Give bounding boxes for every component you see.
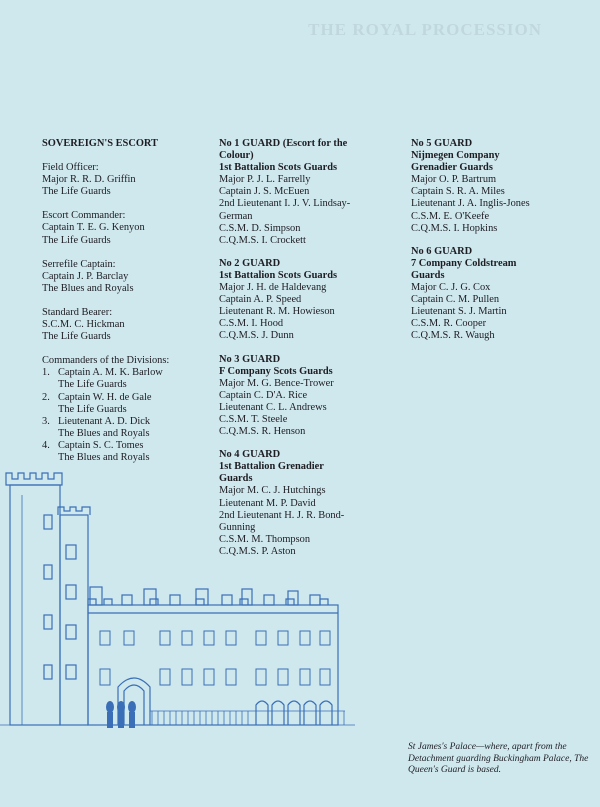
- guard-heading: No 4 GUARD: [219, 449, 281, 461]
- guard-heading: 1st Battalion Scots Guards: [219, 162, 338, 174]
- officer-name: Lieutenant C. L. Andrews: [219, 401, 327, 413]
- officer-name: Lieutenant J. A. Inglis-Jones: [411, 198, 530, 210]
- officer-name: C.S.M. I. Hood: [219, 318, 284, 330]
- officer-name: Captain S. R. A. Miles: [411, 186, 505, 198]
- officer-name: Captain C. M. Pullen: [411, 294, 500, 306]
- column-sovereigns-escort: [42, 138, 212, 464]
- officer-name: Captain W. H. de Gale: [58, 391, 152, 403]
- list-number: 1.: [42, 367, 50, 379]
- officer-name: Captain T. E. G. Kenyon: [42, 222, 145, 234]
- guard-heading: 7 Company Coldstream: [411, 257, 517, 269]
- officer-name: C.Q.M.S. R. Henson: [219, 426, 306, 438]
- officer-name: C.S.M. D. Simpson: [219, 222, 301, 234]
- officer-name: Major M. G. Bence-Trower: [219, 377, 334, 389]
- guard-block: [219, 138, 397, 247]
- officer-name: C.Q.M.S. I. Hopkins: [411, 222, 498, 234]
- officer-name: Major R. R. D. Griffin: [42, 174, 136, 186]
- officer-name: Lieutenant A. D. Dick: [58, 415, 151, 427]
- regiment: The Blues and Royals: [58, 451, 150, 463]
- column-guards-5-6: [411, 138, 591, 354]
- group-label: Standard Bearer:: [42, 306, 113, 318]
- officer-name: Major O. P. Bartrum: [411, 174, 497, 186]
- guard-heading: Nijmegen Company: [411, 150, 500, 162]
- escort-group: [42, 259, 212, 295]
- ghost-header-bleedthrough: THE ROYAL PROCESSION: [308, 20, 542, 39]
- officer-name: C.S.M. E. O'Keefe: [411, 210, 490, 222]
- officer-name: C.Q.M.S. R. Waugh: [411, 330, 495, 342]
- st-james-palace-illustration: [0, 455, 360, 745]
- section-title: SOVEREIGN'S ESCORT: [42, 138, 158, 149]
- guard-heading: Guards: [411, 269, 445, 281]
- officer-name: Lieutenant R. M. Howieson: [219, 306, 335, 318]
- regiment: The Life Guards: [58, 379, 127, 391]
- officer-name: Gunning: [219, 521, 256, 533]
- guard-heading: 1st Battalion Grenadier: [219, 461, 324, 473]
- regiment: The Life Guards: [42, 234, 111, 246]
- officer-name: Lieutenant S. J. Martin: [411, 306, 507, 318]
- guard-block: [411, 138, 591, 235]
- escort-group: [42, 307, 212, 343]
- officer-name: Major P. J. L. Farrelly: [219, 174, 311, 186]
- officer-name: Captain A. P. Speed: [219, 294, 302, 306]
- list-item: [42, 392, 212, 416]
- officer-name: C.S.M. M. Thompson: [219, 533, 311, 545]
- officer-name: Captain C. D'A. Rice: [219, 389, 308, 401]
- officer-name: C.Q.M.S. P. Aston: [219, 545, 296, 557]
- regiment: The Life Guards: [42, 331, 111, 343]
- officer-name: C.Q.M.S. J. Dunn: [219, 330, 294, 342]
- officer-name: C.S.M. T. Steele: [219, 413, 288, 425]
- group-label: Escort Commander:: [42, 210, 126, 222]
- guard-block: [411, 246, 591, 343]
- guard-heading: Guards: [219, 473, 253, 485]
- guard-heading: Grenadier Guards: [411, 162, 493, 174]
- officer-name: Captain S. C. Tomes: [58, 439, 144, 451]
- guard-heading: No 1 GUARD (Escort for the: [219, 138, 348, 149]
- regiment: The Life Guards: [58, 403, 127, 415]
- officer-name: Captain J. S. McEuen: [219, 186, 310, 198]
- officer-name: Lieutenant M. P. David: [219, 497, 316, 509]
- list-number: 4.: [42, 439, 50, 451]
- guard-block: [219, 354, 397, 439]
- commanders-block: [42, 355, 212, 464]
- list-item: [42, 367, 212, 391]
- escort-group: [42, 210, 212, 246]
- officer-name: Captain J. P. Barclay: [42, 270, 129, 282]
- officer-name: 2nd Lieutenant I. J. V. Lindsay-: [219, 198, 351, 210]
- escort-group: [42, 162, 212, 198]
- guard-heading: 1st Battalion Scots Guards: [219, 269, 338, 281]
- regiment: The Life Guards: [42, 186, 111, 198]
- illustration-caption: St James's Palace—where, apart from the Detachment guarding Buckingham Palace, The Queen's Guard is based.: [408, 742, 589, 775]
- group-label: Serrefile Captain:: [42, 258, 116, 270]
- commanders-list: [42, 367, 212, 464]
- guard-block: [219, 258, 397, 343]
- regiment: The Blues and Royals: [42, 282, 134, 294]
- guard-heading: No 2 GUARD: [219, 257, 281, 269]
- officer-name: C.S.M. R. Cooper: [411, 318, 487, 330]
- regiment: The Blues and Royals: [58, 427, 150, 439]
- officer-name: Major C. J. G. Cox: [411, 282, 491, 294]
- officer-name: German: [219, 210, 253, 222]
- list-number: 3.: [42, 415, 50, 427]
- officer-name: C.Q.M.S. I. Crockett: [219, 234, 306, 246]
- guard-heading: No 3 GUARD: [219, 353, 281, 365]
- list-item: [42, 416, 212, 440]
- officer-name: S.C.M. C. Hickman: [42, 319, 125, 331]
- commanders-label: Commanders of the Divisions:: [42, 355, 170, 367]
- guard-heading: Colour): [219, 150, 254, 162]
- officer-name: Captain A. M. K. Barlow: [58, 367, 163, 379]
- officer-name: Major M. C. J. Hutchings: [219, 485, 326, 497]
- officer-name: Major J. H. de Haldevang: [219, 282, 327, 294]
- group-label: Field Officer:: [42, 162, 99, 174]
- guard-heading: F Company Scots Guards: [219, 365, 333, 377]
- guard-heading: No 6 GUARD: [411, 245, 473, 257]
- guard-heading: No 5 GUARD: [411, 138, 473, 149]
- list-number: 2.: [42, 391, 50, 403]
- officer-name: 2nd Lieutenant H. J. R. Bond-: [219, 509, 345, 521]
